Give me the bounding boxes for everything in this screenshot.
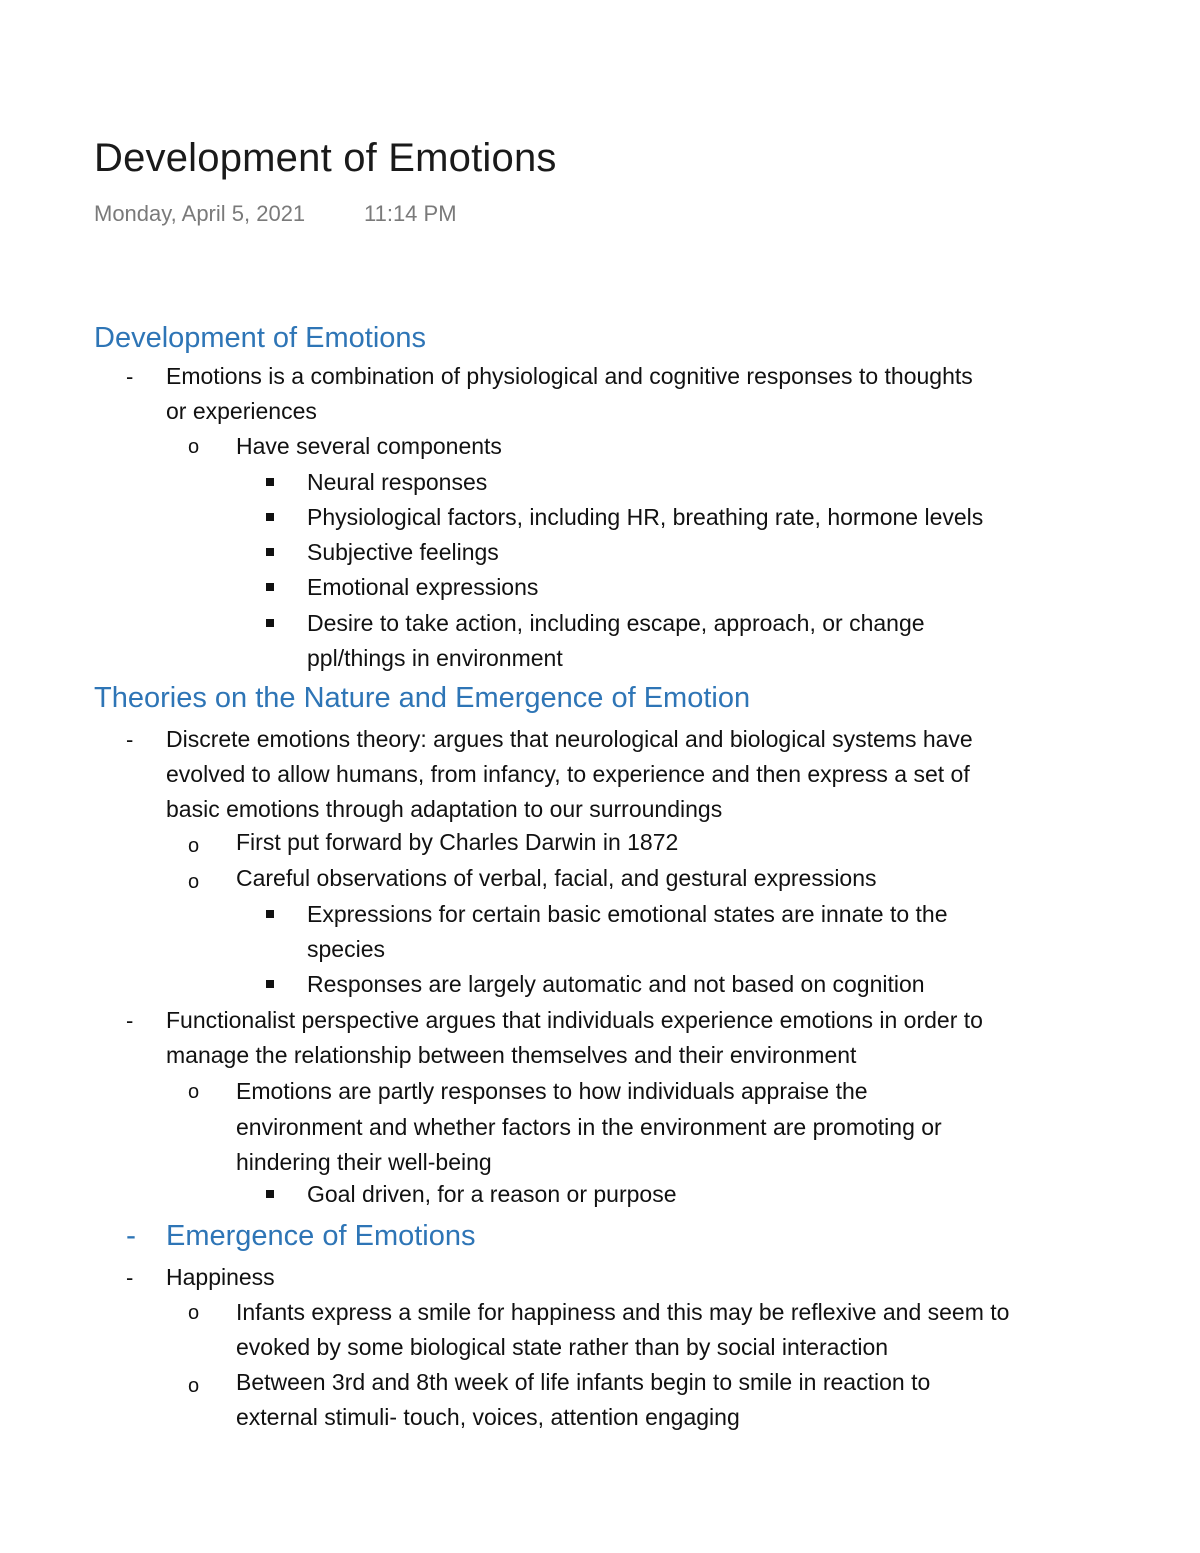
note-line: ppl/things in environment (307, 645, 563, 671)
dash-bullet: - (126, 727, 134, 752)
square-bullet (266, 478, 274, 486)
page-title: Development of Emotions (94, 136, 557, 180)
note-line: or experiences (166, 398, 317, 424)
note-line: evoked by some biological state rather than by social interaction (236, 1334, 889, 1360)
section-heading: Development of Emotions (94, 322, 427, 354)
square-bullet (266, 980, 274, 988)
note-line: environment and whether factors in the environment are promoting or (236, 1114, 942, 1140)
square-bullet (266, 910, 274, 918)
note-line: First put forward by Charles Darwin in 1872 (236, 829, 679, 855)
note-line: Goal driven, for a reason or purpose (307, 1181, 677, 1207)
note-line: Have several components (236, 433, 502, 459)
note-line: species (307, 936, 385, 962)
circle-bullet: o (188, 436, 200, 458)
note-line: evolved to allow humans, from infancy, to experience and then express a set of (166, 761, 970, 787)
square-bullet (266, 513, 274, 521)
section-heading-dash: - (126, 1219, 136, 1252)
note-line: Emotions are partly responses to how individuals appraise the (236, 1078, 868, 1104)
note-line: external stimuli- touch, voices, attention engaging (236, 1404, 740, 1430)
note-line: Between 3rd and 8th week of life infants begin to smile in reaction to (236, 1369, 931, 1395)
square-bullet (266, 1190, 274, 1198)
circle-bullet: o (188, 871, 200, 893)
circle-bullet: o (188, 835, 200, 857)
note-line: Functionalist perspective argues that individuals experience emotions in order to (166, 1007, 983, 1033)
circle-bullet: o (188, 1081, 200, 1103)
note-line: Responses are largely automatic and not based on cognition (307, 971, 925, 997)
section-heading: Emergence of Emotions (166, 1220, 476, 1252)
note-line: Neural responses (307, 469, 488, 495)
dash-bullet: - (126, 364, 134, 389)
section-heading: Theories on the Nature and Emergence of Emotion (94, 682, 751, 714)
square-bullet (266, 583, 274, 591)
square-bullet (266, 619, 274, 627)
square-bullet (266, 548, 274, 556)
note-line: hindering their well-being (236, 1149, 492, 1175)
dash-bullet: - (126, 1265, 134, 1290)
note-line: Happiness (166, 1264, 275, 1290)
note-line: Expressions for certain basic emotional states are innate to the (307, 901, 948, 927)
note-line: Desire to take action, including escape, approach, or change (307, 610, 925, 636)
note-line: Subjective feelings (307, 539, 499, 565)
note-line: manage the relationship between themselves and their environment (166, 1042, 857, 1068)
note-line: Infants express a smile for happiness and this may be reflexive and seem to (236, 1299, 1010, 1325)
note-line: Physiological factors, including HR, breathing rate, hormone levels (307, 504, 984, 530)
note-date: Monday, April 5, 2021 (94, 201, 306, 226)
note-line: Careful observations of verbal, facial, and gestural expressions (236, 865, 877, 891)
circle-bullet: o (188, 1302, 200, 1324)
note-line: Emotions is a combination of physiological and cognitive responses to thoughts (166, 363, 973, 389)
note-line: basic emotions through adaptation to our surroundings (166, 796, 723, 822)
note-line: Emotional expressions (307, 574, 539, 600)
note-time: 11:14 PM (364, 201, 457, 226)
note-line: Discrete emotions theory: argues that neurological and biological systems have (166, 726, 973, 752)
dash-bullet: - (126, 1008, 134, 1033)
circle-bullet: o (188, 1375, 200, 1397)
